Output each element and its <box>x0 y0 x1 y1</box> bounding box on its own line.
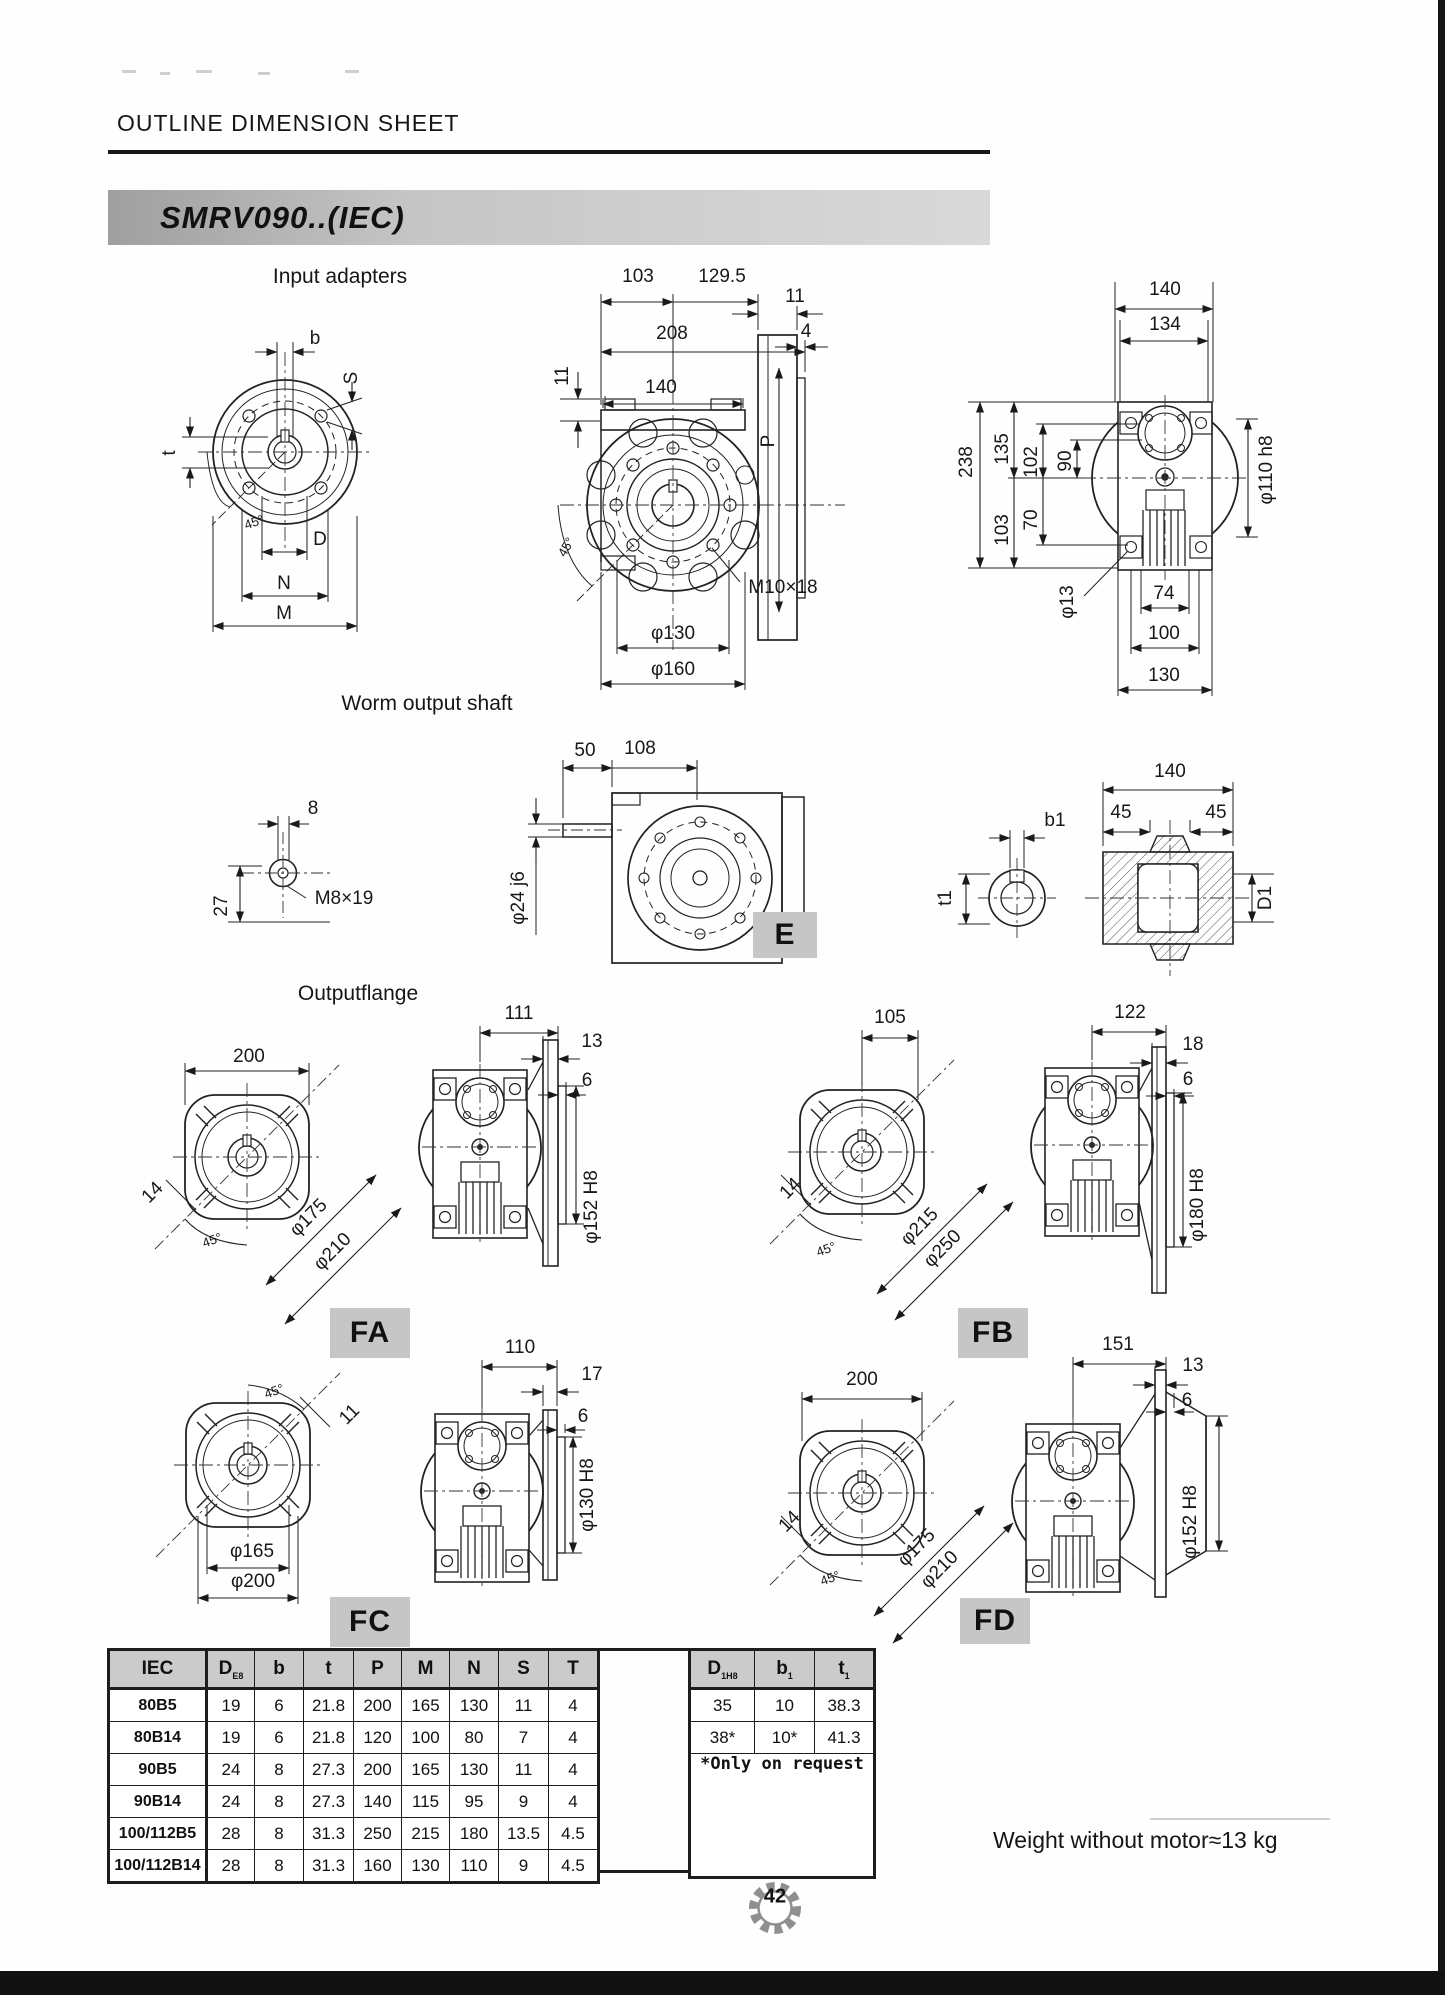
fb-front-drawing <box>770 1030 1013 1320</box>
table-note: *Only on request <box>690 1754 875 1878</box>
cell: 31.3 <box>304 1850 354 1883</box>
cell: 120 <box>354 1722 402 1754</box>
cell: 9 <box>499 1786 549 1818</box>
dim-74: 74 <box>1153 583 1175 604</box>
cell: 24 <box>207 1786 255 1818</box>
variant-tag-FD <box>960 1598 1030 1644</box>
table-row <box>109 1754 599 1786</box>
cell: 4.5 <box>549 1818 599 1850</box>
cell: 21.8 <box>304 1722 354 1754</box>
variant-tag-E-label: E <box>774 918 796 951</box>
dim-D1: D1 <box>1255 885 1276 911</box>
dim-M: M <box>276 603 292 624</box>
dim-phi130-H8: φ130 H8 <box>577 1458 598 1532</box>
weight-note: Weight without motor≈13 kg <box>993 1827 1278 1853</box>
cell: 165 <box>402 1689 450 1722</box>
dim-13: 13 <box>1182 1355 1204 1376</box>
dim-11-left: 11 <box>552 366 573 386</box>
fc-side-drawing <box>421 1360 585 1586</box>
dim-13: 13 <box>581 1031 603 1052</box>
dim-45deg: 45° <box>814 1238 838 1260</box>
variant-tag-FB <box>958 1308 1028 1358</box>
dim-27: 27 <box>211 895 232 917</box>
variant-tag-FC-label: FC <box>349 1605 391 1638</box>
dim-111: 111 <box>504 1003 534 1024</box>
dim-11: 11 <box>335 1400 365 1430</box>
dim-phi180-H8: φ180 H8 <box>1187 1168 1208 1242</box>
dim-M8x19: M8×19 <box>314 888 374 909</box>
cell: 100 <box>402 1722 450 1754</box>
cell: 115 <box>402 1786 450 1818</box>
dim-14: 14 <box>775 1173 806 1204</box>
cell: 130 <box>450 1754 499 1786</box>
dim-14: 14 <box>774 1506 805 1537</box>
dim-134: 134 <box>1149 314 1181 335</box>
dim-M10x18: M10×18 <box>748 577 818 598</box>
dim-105: 105 <box>874 1007 906 1028</box>
cell: 110 <box>450 1850 499 1883</box>
dim-t: t <box>159 450 180 456</box>
cell: 28 <box>207 1818 255 1850</box>
dim-phi200: φ200 <box>230 1571 276 1592</box>
dim-208: 208 <box>656 323 688 344</box>
cell: 80 <box>450 1722 499 1754</box>
col-header-P: P <box>354 1650 402 1689</box>
cell: 11 <box>499 1754 549 1786</box>
cell: 80B14 <box>109 1722 207 1754</box>
dim-phi250: φ250 <box>919 1225 966 1272</box>
dim-phi24-j6: φ24 j6 <box>508 871 529 925</box>
dim-135: 135 <box>992 433 1013 465</box>
cell: 7 <box>499 1722 549 1754</box>
dim-17: 17 <box>581 1364 603 1385</box>
variant-tag-E <box>753 912 817 958</box>
cell: 38* <box>690 1722 755 1754</box>
cell: 4.5 <box>549 1850 599 1883</box>
col-header-iec: IEC <box>109 1650 207 1689</box>
col-header-b1: $b_1$ <box>755 1650 815 1689</box>
cell: 180 <box>450 1818 499 1850</box>
cell: 100/112B5 <box>109 1818 207 1850</box>
cell: 4 <box>549 1786 599 1818</box>
dim-45deg: 45° <box>200 1229 224 1251</box>
dim-100: 100 <box>1148 623 1180 644</box>
variant-tag-FA-label: FA <box>349 1316 391 1349</box>
cell: 130 <box>450 1689 499 1722</box>
dim-50: 50 <box>574 740 596 761</box>
cell: 250 <box>354 1818 402 1850</box>
cell: 95 <box>450 1786 499 1818</box>
iec-dimension-table <box>107 1648 600 1884</box>
cell: 19 <box>207 1689 255 1722</box>
dim-45deg: 45° <box>262 1380 286 1402</box>
dim-phi160: φ160 <box>650 659 696 680</box>
dim-phi152-H8: φ152 H8 <box>1180 1485 1201 1559</box>
dim-70: 70 <box>1021 509 1042 531</box>
dim-phi152-H8: φ152 H8 <box>581 1170 602 1244</box>
fc-front-drawing <box>156 1373 340 1604</box>
dim-phi110-h8: φ110 h8 <box>1256 435 1277 505</box>
scan-edge-right <box>1438 0 1445 1995</box>
cell: 10 <box>755 1689 815 1722</box>
cell: 8 <box>255 1754 304 1786</box>
dim-S: S <box>341 371 362 385</box>
dim-phi175: φ175 <box>893 1524 940 1571</box>
dim-108: 108 <box>624 738 656 759</box>
section-title-outputflange: Outputflange <box>297 982 419 1005</box>
input-adapter-side-drawing <box>558 294 845 690</box>
cell: 24 <box>207 1754 255 1786</box>
cell: 35 <box>690 1689 755 1722</box>
dim-phi130: φ130 <box>650 623 696 644</box>
dim-122: 122 <box>1114 1002 1146 1023</box>
fd-side-drawing <box>1012 1357 1228 1597</box>
col-header-b: b <box>255 1650 304 1689</box>
col-header-D: $D_{E8}$ <box>207 1650 255 1689</box>
section-title-worm-output-shaft: Worm output shaft <box>341 692 513 715</box>
cell: 10* <box>755 1722 815 1754</box>
page-title: OUTLINE DIMENSION SHEET <box>117 110 460 136</box>
dim-90: 90 <box>1055 450 1076 472</box>
cell: 6 <box>255 1722 304 1754</box>
table-row <box>109 1786 599 1818</box>
dim-110: 110 <box>504 1337 536 1358</box>
cell: 27.3 <box>304 1754 354 1786</box>
dim-103: 103 <box>992 514 1013 546</box>
dim-phi210: φ210 <box>916 1546 963 1593</box>
variant-tag-FA <box>330 1308 410 1358</box>
cell: 13.5 <box>499 1818 549 1850</box>
dim-102: 102 <box>1021 446 1042 478</box>
dim-14: 14 <box>137 1177 168 1208</box>
cell: 215 <box>402 1818 450 1850</box>
table-note-row <box>690 1754 875 1878</box>
dim-45-right: 45 <box>1205 802 1227 823</box>
cell: 90B5 <box>109 1754 207 1786</box>
cell: 160 <box>354 1850 402 1883</box>
dim-D: D <box>313 529 327 550</box>
scan-edge-bottom <box>0 1971 1445 1995</box>
col-header-S: S <box>499 1650 549 1689</box>
input-adapter-rear-drawing <box>968 282 1258 696</box>
dim-phi215: φ215 <box>896 1203 943 1250</box>
table-top-connector <box>595 1648 690 1651</box>
dim-b: b <box>309 328 321 349</box>
dim-6: 6 <box>1182 1069 1194 1090</box>
table-row <box>690 1689 875 1722</box>
dim-18: 18 <box>1182 1034 1204 1055</box>
dim-b1: b1 <box>1044 810 1066 831</box>
dim-phi165: φ165 <box>229 1541 275 1562</box>
table-row <box>109 1818 599 1850</box>
dim-130: 130 <box>1148 665 1180 686</box>
page-number: 42 <box>763 1885 787 1908</box>
variant-tag-FC <box>330 1597 410 1647</box>
cell: 19 <box>207 1722 255 1754</box>
model-name: SMRV090..(IEC) <box>160 199 405 235</box>
dim-140: 140 <box>1149 279 1181 300</box>
variant-tag-FB-label: FB <box>972 1316 1014 1349</box>
table-header-row <box>690 1650 875 1689</box>
table-bottom-connector <box>595 1870 690 1873</box>
cell: 8 <box>255 1786 304 1818</box>
col-header-T: T <box>549 1650 599 1689</box>
output-shaft-table <box>688 1648 876 1879</box>
dim-phi210: φ210 <box>309 1228 356 1275</box>
cell: 21.8 <box>304 1689 354 1722</box>
cell: 100/112B14 <box>109 1850 207 1883</box>
cell: 4 <box>549 1722 599 1754</box>
dim-6: 6 <box>577 1406 589 1427</box>
table-row <box>109 1850 599 1883</box>
cell: 80B5 <box>109 1689 207 1722</box>
cell: 90B14 <box>109 1786 207 1818</box>
cell: 38.3 <box>815 1689 875 1722</box>
dim-N: N <box>277 573 291 594</box>
cell: 11 <box>499 1689 549 1722</box>
cell: 9 <box>499 1850 549 1883</box>
dim-238: 238 <box>956 446 977 478</box>
dim-200: 200 <box>233 1046 265 1067</box>
dim-45-left: 45 <box>1110 802 1132 823</box>
fa-front-drawing <box>155 1063 401 1324</box>
table-header-row <box>109 1650 599 1689</box>
cell: 8 <box>255 1818 304 1850</box>
dim-phi13: φ13 <box>1057 585 1078 619</box>
section-title-input-adapters: Input adapters <box>272 265 408 288</box>
cell: 4 <box>549 1754 599 1786</box>
col-header-N: N <box>450 1650 499 1689</box>
dim-6: 6 <box>1181 1390 1193 1411</box>
col-header-M: M <box>402 1650 450 1689</box>
dim-t1: t1 <box>935 890 956 906</box>
cell: 41.3 <box>815 1722 875 1754</box>
dim-151: 151 <box>1102 1334 1134 1355</box>
cell: 31.3 <box>304 1818 354 1850</box>
dim-140: 140 <box>645 377 677 398</box>
dim-45deg: 45° <box>554 534 578 560</box>
cell: 140 <box>354 1786 402 1818</box>
cell: 165 <box>402 1754 450 1786</box>
col-header-t: t <box>304 1650 354 1689</box>
dim-129-5: 129.5 <box>698 266 746 287</box>
cell: 28 <box>207 1850 255 1883</box>
cell: 8 <box>255 1850 304 1883</box>
col-header-t1: $t_1$ <box>815 1650 875 1689</box>
variant-tag-FD-label: FD <box>974 1604 1016 1637</box>
cell: 4 <box>549 1689 599 1722</box>
cell: 27.3 <box>304 1786 354 1818</box>
table-row <box>109 1689 599 1722</box>
dim-11-right: 11 <box>785 286 805 307</box>
dim-phi175: φ175 <box>285 1194 332 1241</box>
table-row <box>109 1722 599 1754</box>
cell: 200 <box>354 1689 402 1722</box>
cell: 130 <box>402 1850 450 1883</box>
dim-103: 103 <box>622 266 654 287</box>
dim-8: 8 <box>307 798 319 819</box>
dim-45deg: 45° <box>242 511 266 533</box>
fa-side-drawing <box>419 1026 586 1266</box>
table-row <box>690 1722 875 1754</box>
dim-200: 200 <box>846 1369 878 1390</box>
fb-side-drawing <box>1031 1025 1194 1293</box>
dim-4: 4 <box>800 321 812 342</box>
cell: 200 <box>354 1754 402 1786</box>
dim-140: 140 <box>1154 761 1186 782</box>
dim-6: 6 <box>581 1070 593 1091</box>
dim-P: P <box>758 434 779 448</box>
col-header-D1H8: $D_{1H8}$ <box>690 1650 755 1689</box>
cell: 6 <box>255 1689 304 1722</box>
dim-45deg: 45° <box>818 1567 842 1589</box>
